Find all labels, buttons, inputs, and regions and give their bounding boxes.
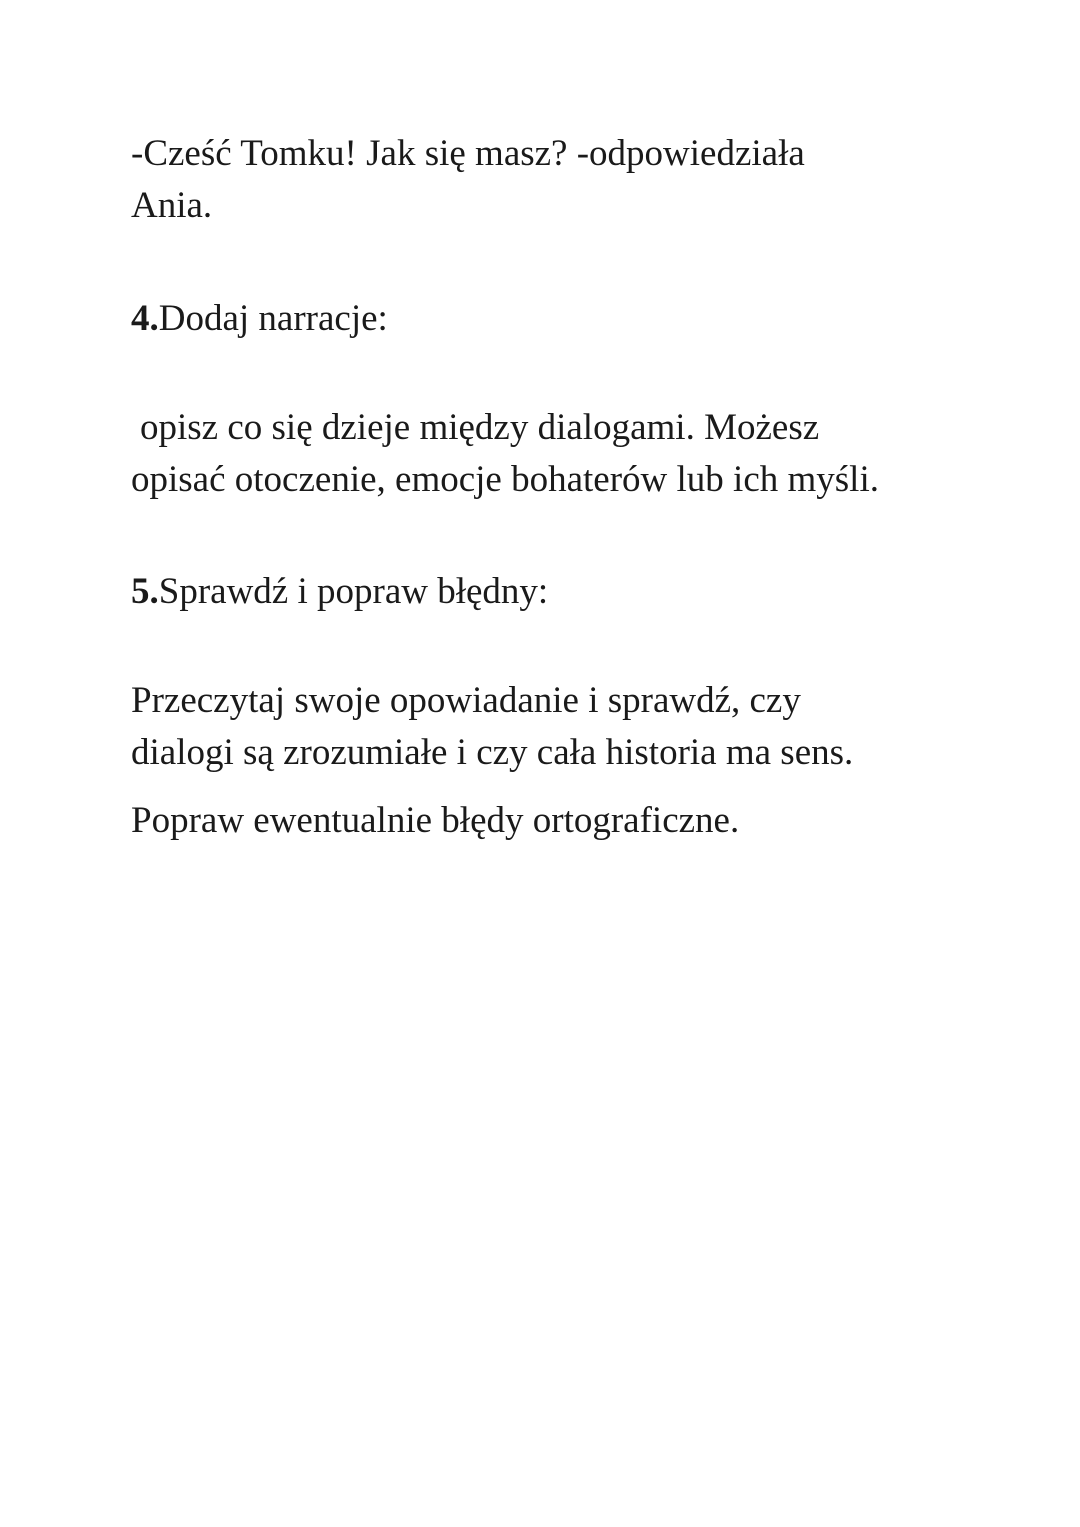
step-5-number: 5. [131,571,159,612]
step-4-text-line-2: opisać otoczenie, emocje bohaterów lub ich myśli. [131,459,879,500]
dialogue-line-2: Ania. [131,185,213,226]
step-5-heading [131,566,548,618]
step-5-text-line-3: Popraw ewentualnie błędy ortograficzne. [131,800,740,841]
step-4-text-line-1: opisz co się dzieje między dialogami. Możesz [140,407,820,448]
step-5-text-line-1: Przeczytaj swoje opowiadanie i sprawdź, czy [131,680,801,721]
step-4-heading [131,293,388,345]
step-5-text-line-2: dialogi są zrozumiałe i czy cała historia ma sens. [131,732,854,773]
step-5-title: Sprawdź i popraw błędny: [158,571,549,612]
dialogue-line-1: -Cześć Tomku! Jak się masz? -odpowiedziała [131,133,805,174]
step-4-title: Dodaj narracje: [158,298,388,339]
step-4-number: 4. [131,298,159,339]
